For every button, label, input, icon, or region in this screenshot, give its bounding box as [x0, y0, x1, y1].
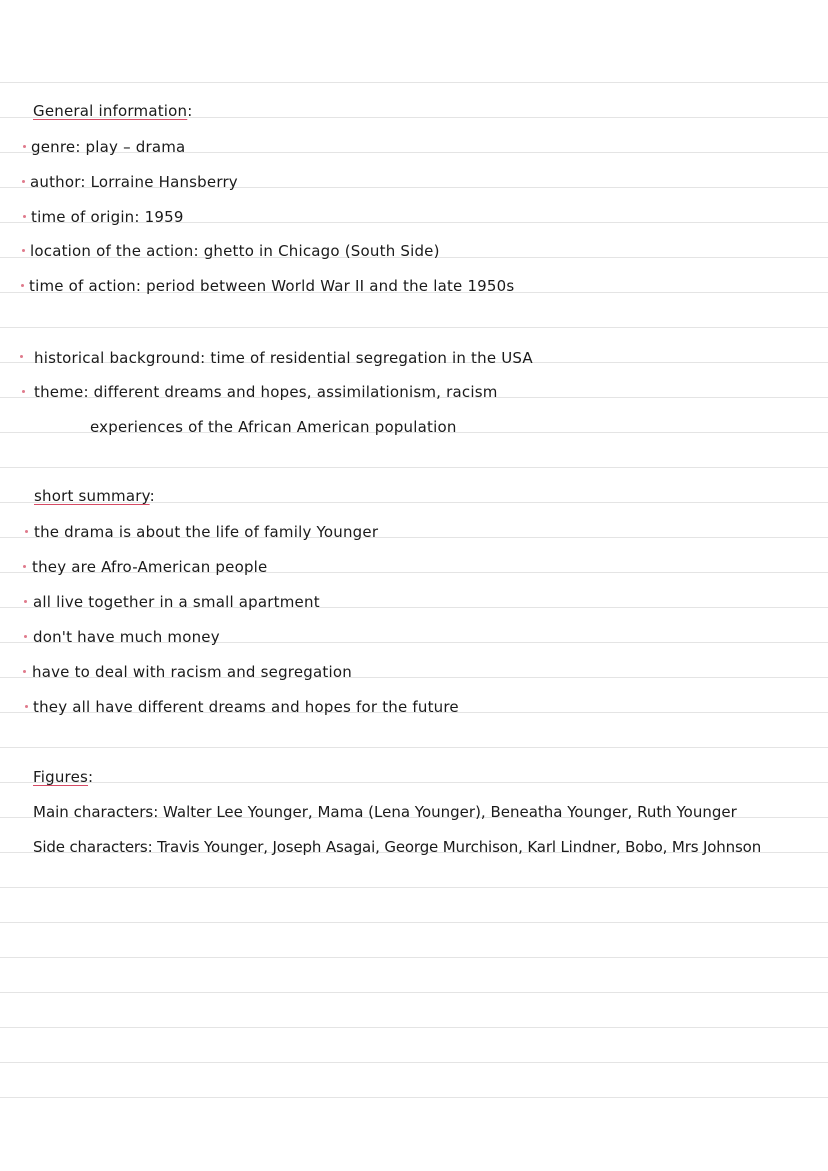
list-item: time of origin: 1959 — [31, 208, 184, 226]
short-summary-heading — [34, 486, 155, 506]
list-item: author: Lorraine Hansberry — [30, 173, 238, 191]
bullet-dot-icon — [25, 530, 28, 533]
bullet-dot-icon — [23, 215, 26, 218]
ruled-line — [0, 992, 828, 993]
ruled-line — [0, 922, 828, 923]
ruled-line — [0, 467, 828, 468]
list-item: they all have different dreams and hopes for the future — [33, 698, 459, 716]
list-item: location of the action: ghetto in Chicago (South Side) — [30, 242, 440, 260]
list-item: the drama is about the life of family Younger — [34, 523, 379, 541]
list-item: time of action: period between World War II and the late 1950s — [29, 277, 515, 295]
ruled-line — [0, 747, 828, 748]
bullet-dot-icon — [23, 145, 26, 148]
ruled-line — [0, 1097, 828, 1098]
list-item: historical background: time of residential segregation in the USA — [34, 349, 533, 367]
ruled-line — [0, 82, 828, 83]
ruled-line — [0, 1027, 828, 1028]
list-item: genre: play – drama — [31, 138, 186, 156]
list-item-continuation: experiences of the African American population — [90, 418, 457, 436]
heading-colon: : — [187, 102, 193, 120]
side-characters-line: Side characters: Travis Younger, Joseph Asagai, George Murchison, Karl Lindner, Bobo, Mrs Johnson — [33, 838, 762, 856]
bullet-dot-icon — [23, 565, 26, 568]
list-item: have to deal with racism and segregation — [32, 663, 352, 681]
list-item: they are Afro-American people — [32, 558, 268, 576]
short-summary-heading-text: short summary — [34, 487, 150, 505]
list-item: all live together in a small apartment — [33, 593, 320, 611]
main-characters-line: Main characters: Walter Lee Younger, Mama (Lena Younger), Beneatha Younger, Ruth Younger — [33, 803, 737, 821]
ruled-line — [0, 887, 828, 888]
list-item: theme: different dreams and hopes, assimilationism, racism — [34, 383, 498, 401]
ruled-line — [0, 1062, 828, 1063]
bullet-dot-icon — [20, 355, 23, 358]
ruled-line — [0, 327, 828, 328]
bullet-dot-icon — [24, 600, 27, 603]
bullet-dot-icon — [22, 180, 25, 183]
list-item: don't have much money — [33, 628, 220, 646]
bullet-dot-icon — [22, 249, 25, 252]
ruled-line — [0, 782, 828, 783]
bullet-dot-icon — [22, 390, 25, 393]
figures-heading — [33, 767, 93, 787]
bullet-dot-icon — [21, 284, 24, 287]
figures-heading-text: Figures — [33, 768, 89, 786]
heading-colon: : — [88, 768, 94, 786]
ruled-line — [0, 957, 828, 958]
bullet-dot-icon — [25, 705, 28, 708]
general-information-heading — [33, 101, 193, 121]
bullet-dot-icon — [24, 635, 27, 638]
bullet-dot-icon — [23, 670, 26, 673]
general-information-heading-text: General information — [33, 102, 188, 120]
heading-colon: : — [149, 487, 155, 505]
